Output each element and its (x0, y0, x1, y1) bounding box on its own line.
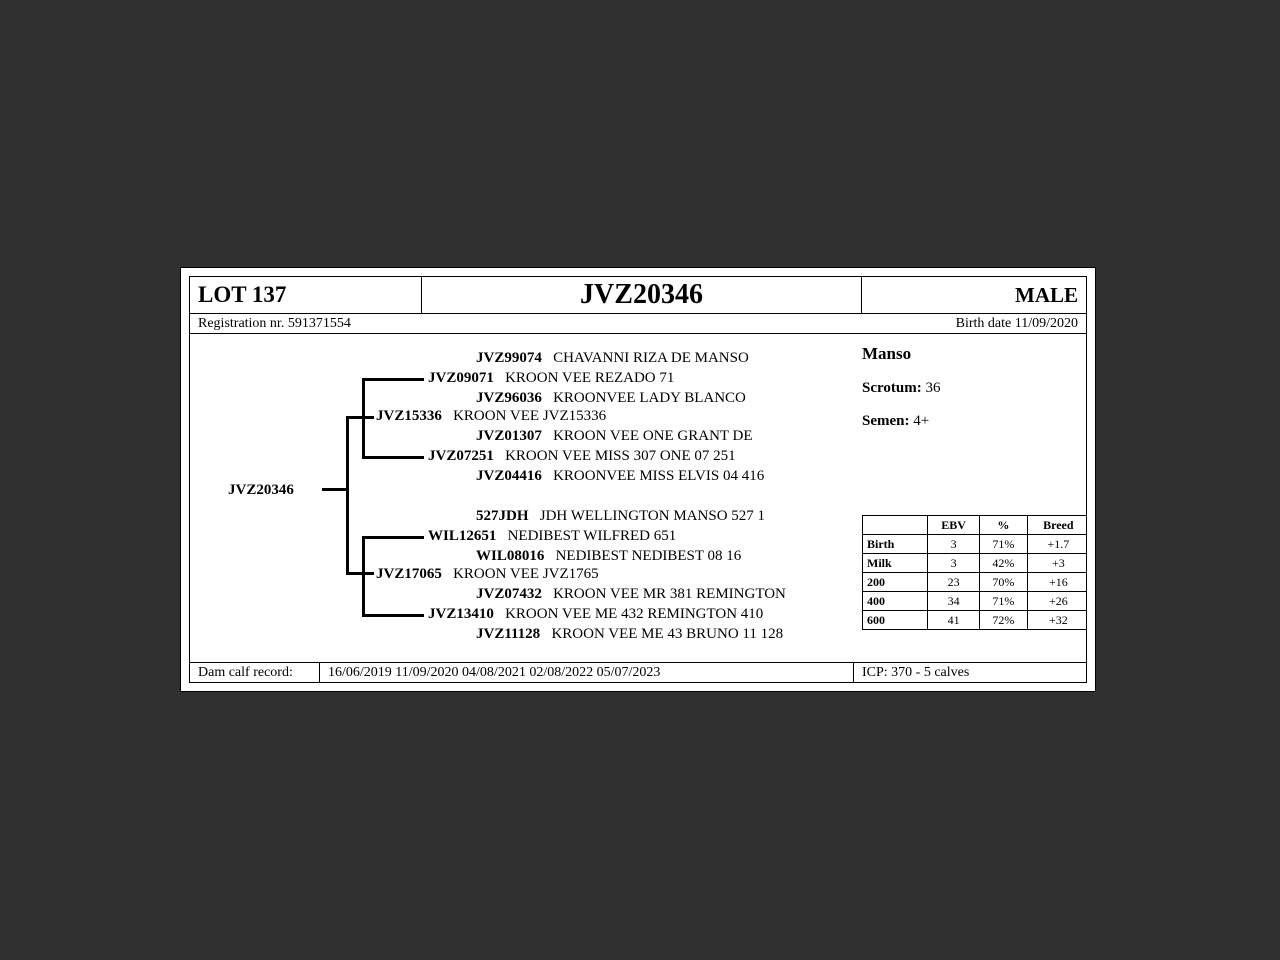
dam-calf-record-label: Dam calf record: (190, 663, 320, 682)
pedigree-root: JVZ20346 (228, 482, 294, 498)
ebv-pct-birth: 71% (980, 535, 1027, 554)
pedigree-node-4: JVZ01307 KROON VEE ONE GRANT DE (476, 428, 753, 444)
icp-value: ICP: 370 - 5 calves (862, 664, 970, 680)
card-footer (189, 663, 1087, 683)
ebv-breed-birth: +1.7 (1027, 535, 1087, 554)
ebv-value-600: 41 (928, 611, 980, 630)
connector-dam-stub (346, 572, 374, 575)
dam-calf-record-dates: 16/06/2019 11/09/2020 04/08/2021 02/08/2022 05/07/2023 (320, 663, 854, 682)
table-row (863, 592, 1088, 611)
connector-sire-bottom (362, 456, 424, 459)
table-row (863, 554, 1088, 573)
pedigree-node-8: WIL12651 NEDIBEST WILFRED 651 (428, 528, 677, 544)
ebv-breed-400: +26 (1027, 592, 1087, 611)
semen-row (862, 413, 1087, 430)
connector-sire-stub (346, 416, 374, 419)
ebv-breed-600: +32 (1027, 611, 1087, 630)
ebv-breed-milk: +3 (1027, 554, 1087, 573)
ebv-pct-400: 71% (980, 592, 1027, 611)
connector-root-stub (322, 488, 346, 491)
ebv-pct-600: 72% (980, 611, 1027, 630)
ebv-trait-400: 400 (863, 592, 928, 611)
pedigree-node-12: JVZ13410 KROON VEE ME 432 REMINGTON 410 (428, 606, 764, 622)
ebv-value-400: 34 (928, 592, 980, 611)
registration-row (189, 314, 1087, 334)
animal-id: JVZ20346 (422, 277, 862, 313)
ebv-trait-200: 200 (863, 573, 928, 592)
ebv-col-ebv: EBV (928, 516, 980, 535)
pedigree-node-1: JVZ09071 KROON VEE REZADO 71 (428, 370, 675, 386)
sex-label: MALE (1015, 282, 1078, 307)
pedigree-node-0: JVZ99074 CHAVANNI RIZA DE MANSO (476, 350, 749, 366)
ebv-value-milk: 3 (928, 554, 980, 573)
scrotum-label: Scrotum: (862, 380, 922, 396)
pedigree-node-7: 527JDH JDH WELLINGTON MANSO 527 1 (476, 508, 766, 524)
ebv-trait-600: 600 (863, 611, 928, 630)
connector-sire-top (362, 378, 424, 381)
ebv-pct-milk: 42% (980, 554, 1027, 573)
ebv-breed-200: +16 (1027, 573, 1087, 592)
table-row (863, 573, 1088, 592)
pedigree-node-2: JVZ96036 KROONVEE LADY BLANCO (476, 390, 746, 406)
pedigree-node-9: WIL08016 NEDIBEST NEDIBEST 08 16 (476, 548, 742, 564)
lot-number: LOT 137 (190, 277, 422, 313)
ebv-col-pct: % (980, 516, 1027, 535)
card-header (189, 276, 1087, 314)
ebv-col-trait (863, 516, 928, 535)
semen-value: 4+ (913, 413, 930, 429)
connector-sire-vertical (362, 378, 365, 456)
table-row (863, 611, 1088, 630)
ebv-col-breed: Breed (1027, 516, 1087, 535)
connector-dam-vertical (362, 536, 365, 614)
pedigree-node-10: JVZ17065 KROON VEE JVZ1765 (376, 566, 599, 582)
connector-dam-top (362, 536, 424, 539)
ebv-value-birth: 3 (928, 535, 980, 554)
card-body (189, 334, 1087, 663)
semen-label: Semen: (862, 413, 910, 429)
pedigree-node-11: JVZ07432 KROON VEE MR 381 REMINGTON (476, 586, 786, 602)
pedigree-tree (190, 334, 850, 662)
breed-name: Manso (862, 344, 912, 363)
animal-info (862, 344, 1087, 446)
pedigree-node-6: JVZ04416 KROONVEE MISS ELVIS 04 416 (476, 468, 765, 484)
ebv-value-200: 23 (928, 573, 980, 592)
ebv-pct-200: 70% (980, 573, 1027, 592)
ebv-trait-birth: Birth (863, 535, 928, 554)
scrotum-value: 36 (925, 380, 941, 396)
ebv-header-row (863, 516, 1088, 535)
pedigree-node-13: JVZ11128 KROON VEE ME 43 BRUNO 11 128 (476, 626, 784, 642)
table-row (863, 535, 1088, 554)
ebv-table (862, 515, 1087, 630)
connector-dam-bottom (362, 614, 424, 617)
birth-date: Birth date 11/09/2020 (955, 315, 1078, 331)
connector-main-vertical (346, 416, 349, 572)
scrotum-row (862, 380, 1087, 397)
pedigree-card (180, 267, 1096, 692)
ebv-trait-milk: Milk (863, 554, 928, 573)
pedigree-node-3: JVZ15336 KROON VEE JVZ15336 (376, 408, 607, 424)
registration-number: Registration nr. 591371554 (198, 315, 351, 331)
pedigree-node-5: JVZ07251 KROON VEE MISS 307 ONE 07 251 (428, 448, 736, 464)
